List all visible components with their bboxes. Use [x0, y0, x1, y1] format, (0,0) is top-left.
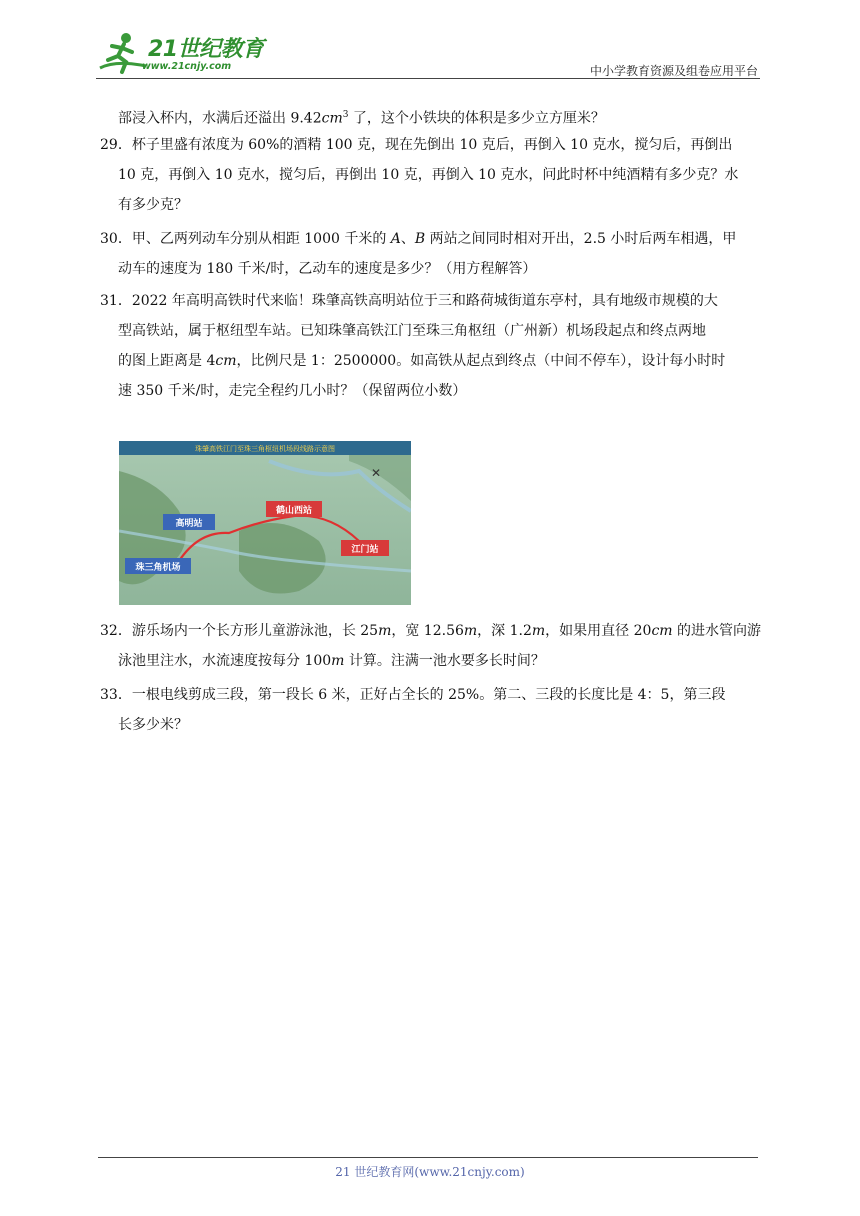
q32-text-c: ，深 1.2 [477, 623, 532, 639]
q31-line-4: 速 350 千米/时，走完全程约几小时？（保留两位小数） [118, 383, 467, 399]
page-header [96, 30, 760, 80]
q33-line-1: 33．一根电线剪成三段，第一段长 6 米，正好占全长的 25%。第二、三段的长度比是 4：5，第三段 [100, 687, 726, 703]
q32-unit-2: m [463, 623, 478, 639]
footer-divider [98, 1157, 758, 1158]
q31-line-2: 型高铁站，属于枢纽型车站。已知珠肇高铁江门至珠三角枢纽（广州新）机场段起点和终点两地 [118, 323, 706, 339]
q32-text-d: ，如果用直径 20 [545, 623, 652, 639]
question-33 [100, 680, 764, 740]
map-title: 珠肇高铁江门至珠三角枢纽机场段线路示意图 [195, 445, 335, 453]
q32-text-g: 计算。注满一池水要多长时间？ [344, 653, 545, 669]
station-airport: 珠三角机场 [135, 563, 181, 573]
question-list-lower [100, 616, 764, 740]
q29-line-1: 29．杯子里盛有浓度为 60%的酒精 100 克，现在先倒出 10 克后，再倒入 10 克水，搅匀后，再倒出 [100, 137, 733, 153]
q29-line-2: 10 克，再倒入 10 克水，搅匀后，再倒出 10 克，再倒入 10 克水，问此时杯中纯酒精有多少克？水 [118, 167, 739, 183]
q32-line-2 [100, 646, 764, 676]
q30-line-1 [100, 224, 764, 254]
q32-text-b: ，宽 12.56 [391, 623, 464, 639]
station-gaoming: 高明站 [175, 519, 203, 529]
q31-line-3 [100, 346, 764, 376]
q32-unit-3: m [531, 623, 546, 639]
logo-url: www.21cnjy.com [142, 61, 232, 72]
question-30 [100, 224, 764, 284]
q32-unit-4: m [331, 653, 345, 669]
q29-line-3: 有多少克？ [118, 197, 188, 213]
q31-unit: cm [215, 353, 237, 369]
railway-map-image [119, 441, 411, 605]
q31-text-a: 的图上距离是 4 [118, 353, 216, 369]
q31-text-b: ，比例尺是 1：2500000。如高铁从起点到终点（中间不停车），设计每小时时 [236, 353, 726, 369]
site-logo [96, 30, 276, 76]
page-footer: 21 世纪教育网(www.21cnjy.com) [335, 1165, 525, 1179]
q31-line-1: 31．2022 年高明高铁时代来临！珠肇高铁高明站位于三和路荷城街道东亭村，具有地级市规模的大 [100, 293, 718, 309]
question-29 [100, 130, 764, 220]
question-list [100, 100, 764, 406]
q30-sep: 、 [400, 231, 415, 247]
q28-unit: cm [321, 110, 343, 127]
q30-line-2: 动车的速度为 180 千米/时，乙动车的速度是多少？（用方程解答） [118, 261, 537, 277]
q28-text-a: 部浸入杯内，水满后还溢出 9.42 [118, 110, 322, 127]
q28-exponent: 3 [342, 110, 349, 120]
station-heshanxi: 鹤山西站 [275, 506, 313, 516]
q32-text-f: 泳池里注水，水流速度按每分 100 [118, 653, 332, 669]
q32-text-e: 的进水管向游 [672, 623, 762, 639]
question-32 [100, 616, 764, 676]
q28-text-b: 了，这个小铁块的体积是多少立方厘米？ [348, 110, 605, 127]
q30-station-b: B [414, 231, 426, 247]
header-platform-name: 中小学教育资源及组卷应用平台 [589, 64, 758, 78]
q30-text-b: 两站之间同时相对开出，2.5 小时后两车相遇，甲 [425, 231, 737, 247]
logo-text: 21世纪教育 [148, 37, 264, 62]
compass-icon: ✕ [371, 466, 382, 480]
q30-text-a: 30．甲、乙两列动车分别从相距 1000 千米的 [100, 231, 391, 247]
q33-line-2: 长多少米？ [118, 717, 188, 733]
header-divider [96, 78, 760, 79]
q32-unit-cm: cm [651, 623, 673, 639]
station-jiangmen: 江门站 [351, 545, 379, 555]
q32-line-1 [100, 616, 764, 646]
q32-text-a: 32．游乐场内一个长方形儿童游泳池，长 25 [100, 623, 379, 639]
q30-station-a: A [390, 231, 401, 247]
q32-unit-1: m [378, 623, 392, 639]
question-31 [100, 286, 764, 406]
question-28-tail [100, 100, 764, 130]
